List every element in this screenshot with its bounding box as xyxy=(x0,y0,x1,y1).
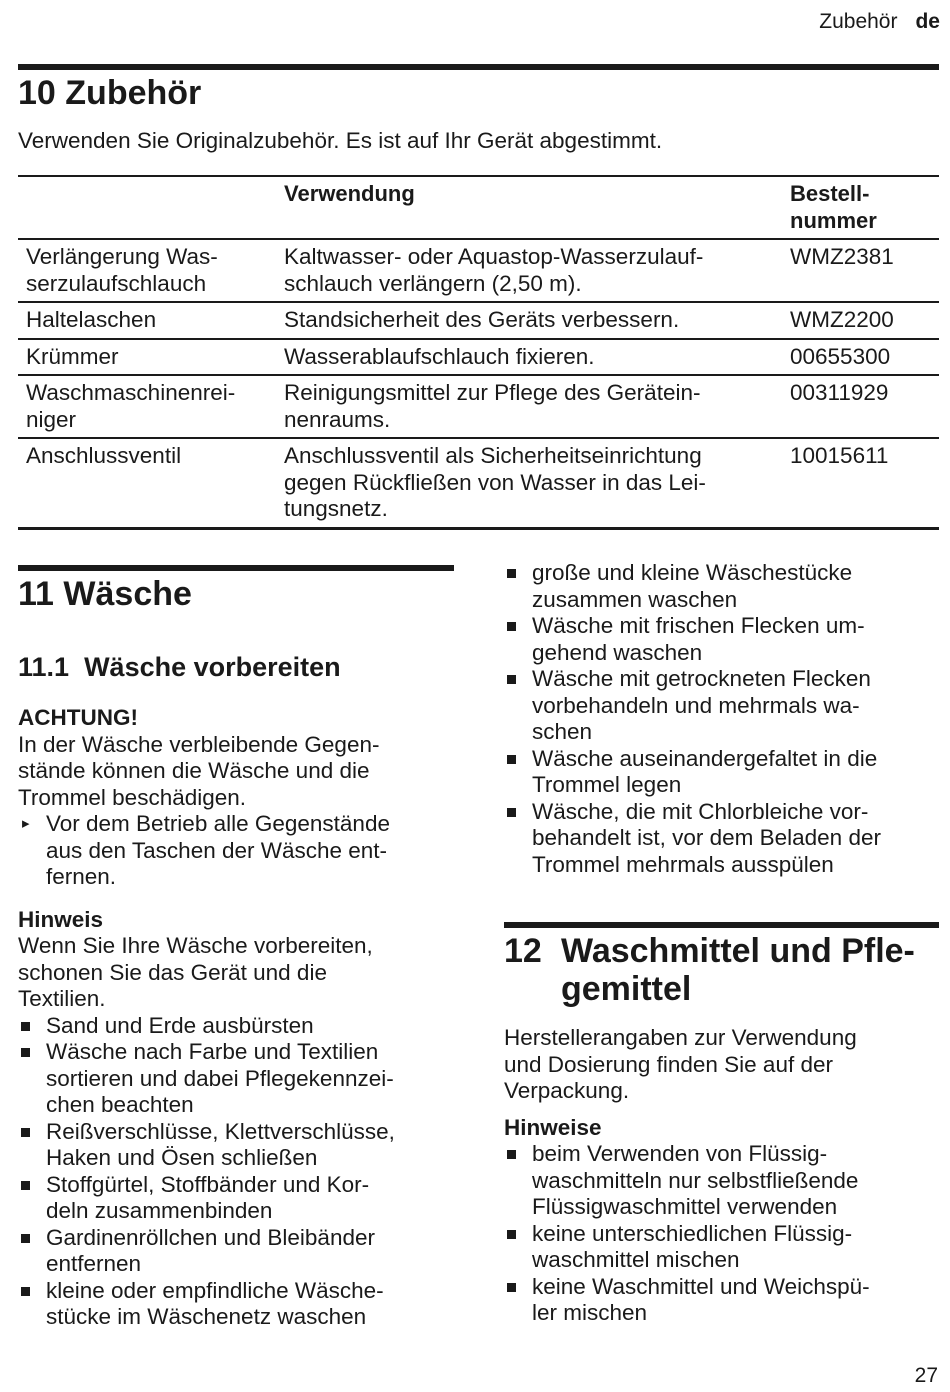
table-row xyxy=(18,438,939,528)
list-item: Wäsche mit frischen Flecken um- gehend waschen xyxy=(504,613,944,666)
chapter-10-intro: Verwenden Sie Originalzubehör. Es ist auf Ihr Gerät abgestimmt. xyxy=(18,128,663,153)
chapter-12-title: Waschmittel und Pfle- gemittel xyxy=(561,932,915,1008)
chapter-12-note-label: Hinweise xyxy=(504,1114,602,1140)
list-item: Stoffgürtel, Stoffbänder und Kor- deln zusammenbinden xyxy=(18,1172,454,1225)
table-cell: WMZ2381 xyxy=(790,244,894,269)
page-number: 27 xyxy=(914,1364,938,1387)
triangle-right-icon: ▸ xyxy=(22,815,30,832)
right-column-top xyxy=(504,560,944,878)
chapter-12-intro: Herstellerangaben zur Verwendung und Dosierung finden Sie auf der Verpackung. xyxy=(504,1025,857,1103)
chapter-10-title: Zubehör xyxy=(65,74,202,112)
chapter-12-heading xyxy=(504,932,939,1008)
table-cell: Kaltwasser- oder Aquastop-Wasserzulauf- schlauch verlängern (2,50 m). xyxy=(284,244,704,296)
warning-label: ACHTUNG! xyxy=(18,705,138,730)
table-cell: Anschlussventil xyxy=(26,443,182,468)
note-text: Wenn Sie Ihre Wäsche vorbereiten, schonen Sie das Gerät und die Textilien. xyxy=(18,933,373,1011)
table-cell: Waschmaschinenrei- niger xyxy=(26,380,236,432)
running-header-lang: de xyxy=(915,10,940,33)
list-item: Wäsche nach Farbe und Textilien sortieren und dabei Pflegekennzei- chen beachten xyxy=(18,1039,454,1119)
table-cell: 00655300 xyxy=(790,343,891,369)
table-cell: Verlängerung Was- serzulaufschlauch xyxy=(26,244,218,296)
section-11-1-heading xyxy=(18,652,341,682)
table-cell: Haltelaschen xyxy=(26,307,157,332)
chapter-12-number: 12 xyxy=(504,932,542,970)
table-cell: WMZ2200 xyxy=(790,307,894,332)
section-11-1-number: 11.1 xyxy=(18,652,70,682)
running-header-section: Zubehör xyxy=(819,10,898,33)
warning-text: In der Wäsche verbleibende Gegen- stände können die Wäsche und die Trommel beschädigen. xyxy=(18,731,380,810)
table-cell: Wasserablaufschlauch fixieren. xyxy=(284,343,595,369)
running-header xyxy=(819,10,940,34)
chapter-11-rule xyxy=(18,565,454,571)
preparation-list-left xyxy=(18,1013,454,1331)
list-item: Sand und Erde ausbürsten xyxy=(18,1013,454,1040)
table-cell: 10015611 xyxy=(790,443,889,468)
table-row xyxy=(18,339,939,376)
table-body xyxy=(18,239,939,528)
list-item: große und kleine Wäschestücke zusammen waschen xyxy=(504,560,944,613)
table-row xyxy=(18,375,939,438)
table-header-cell xyxy=(18,176,276,239)
list-item: kleine oder empfindliche Wäsche- stücke im Wäschenetz waschen xyxy=(18,1278,454,1331)
table-cell: Reinigungsmittel zur Pflege des Gerätein- nenraums. xyxy=(284,380,701,432)
detergent-list xyxy=(504,1141,944,1327)
chapter-10-heading xyxy=(18,74,201,112)
list-item: Wäsche, die mit Chlorbleiche vor- behandelt ist, vor dem Beladen der Trommel mehrmals ausspülen xyxy=(504,799,944,879)
table-header-row xyxy=(18,176,939,239)
list-item: Wäsche mit getrockneten Flecken vorbehandeln und mehrmals wa- schen xyxy=(504,666,944,746)
list-item: Reißverschlüsse, Klettverschlüsse, Haken und Ösen schließen xyxy=(18,1119,454,1172)
preparation-list-right xyxy=(504,560,944,878)
chapter-10-number: 10 xyxy=(18,74,56,112)
list-item: Gardinenröllchen und Bleibänder entfernen xyxy=(18,1225,454,1278)
chapter-11-heading xyxy=(18,575,192,613)
note-label: Hinweis xyxy=(18,906,104,932)
table-cell: Anschlussventil als Sicherheitseinrichtung gegen Rückfließen von Wasser in das Lei- tungsnetz. xyxy=(284,443,706,521)
table-header-cell: Verwendung xyxy=(284,181,415,206)
table-header-cell: Bestell- nummer xyxy=(790,181,877,233)
action-step xyxy=(18,811,454,891)
section-11-1-title: Wäsche vorbereiten xyxy=(84,652,341,682)
list-item: beim Verwenden von Flüssig- waschmitteln nur selbstfließende Flüssigwaschmittel verwenden xyxy=(504,1141,944,1221)
table-row xyxy=(18,239,939,302)
list-item: keine Waschmittel und Weichspü- ler mischen xyxy=(504,1274,944,1327)
chapter-12-body xyxy=(504,1025,944,1327)
list-item: keine unterschiedlichen Flüssig- waschmittel mischen xyxy=(504,1221,944,1274)
table-cell: Standsicherheit des Geräts verbessern. xyxy=(284,307,680,332)
accessories-table xyxy=(18,175,939,530)
list-item: Wäsche auseinandergefaltet in die Trommel legen xyxy=(504,746,944,799)
chapter-12-rule xyxy=(504,922,939,928)
table-row xyxy=(18,302,939,339)
chapter-11-number: 11 xyxy=(18,575,54,613)
chapter-10-rule xyxy=(18,64,939,70)
table-cell: 00311929 xyxy=(790,380,889,405)
left-column xyxy=(18,705,454,1331)
action-step-text: Vor dem Betrieb alle Gegenstände aus den Taschen der Wäsche ent- fernen. xyxy=(46,811,390,889)
chapter-11-title: Wäsche xyxy=(63,575,192,613)
table-cell: Krümmer xyxy=(26,343,119,369)
